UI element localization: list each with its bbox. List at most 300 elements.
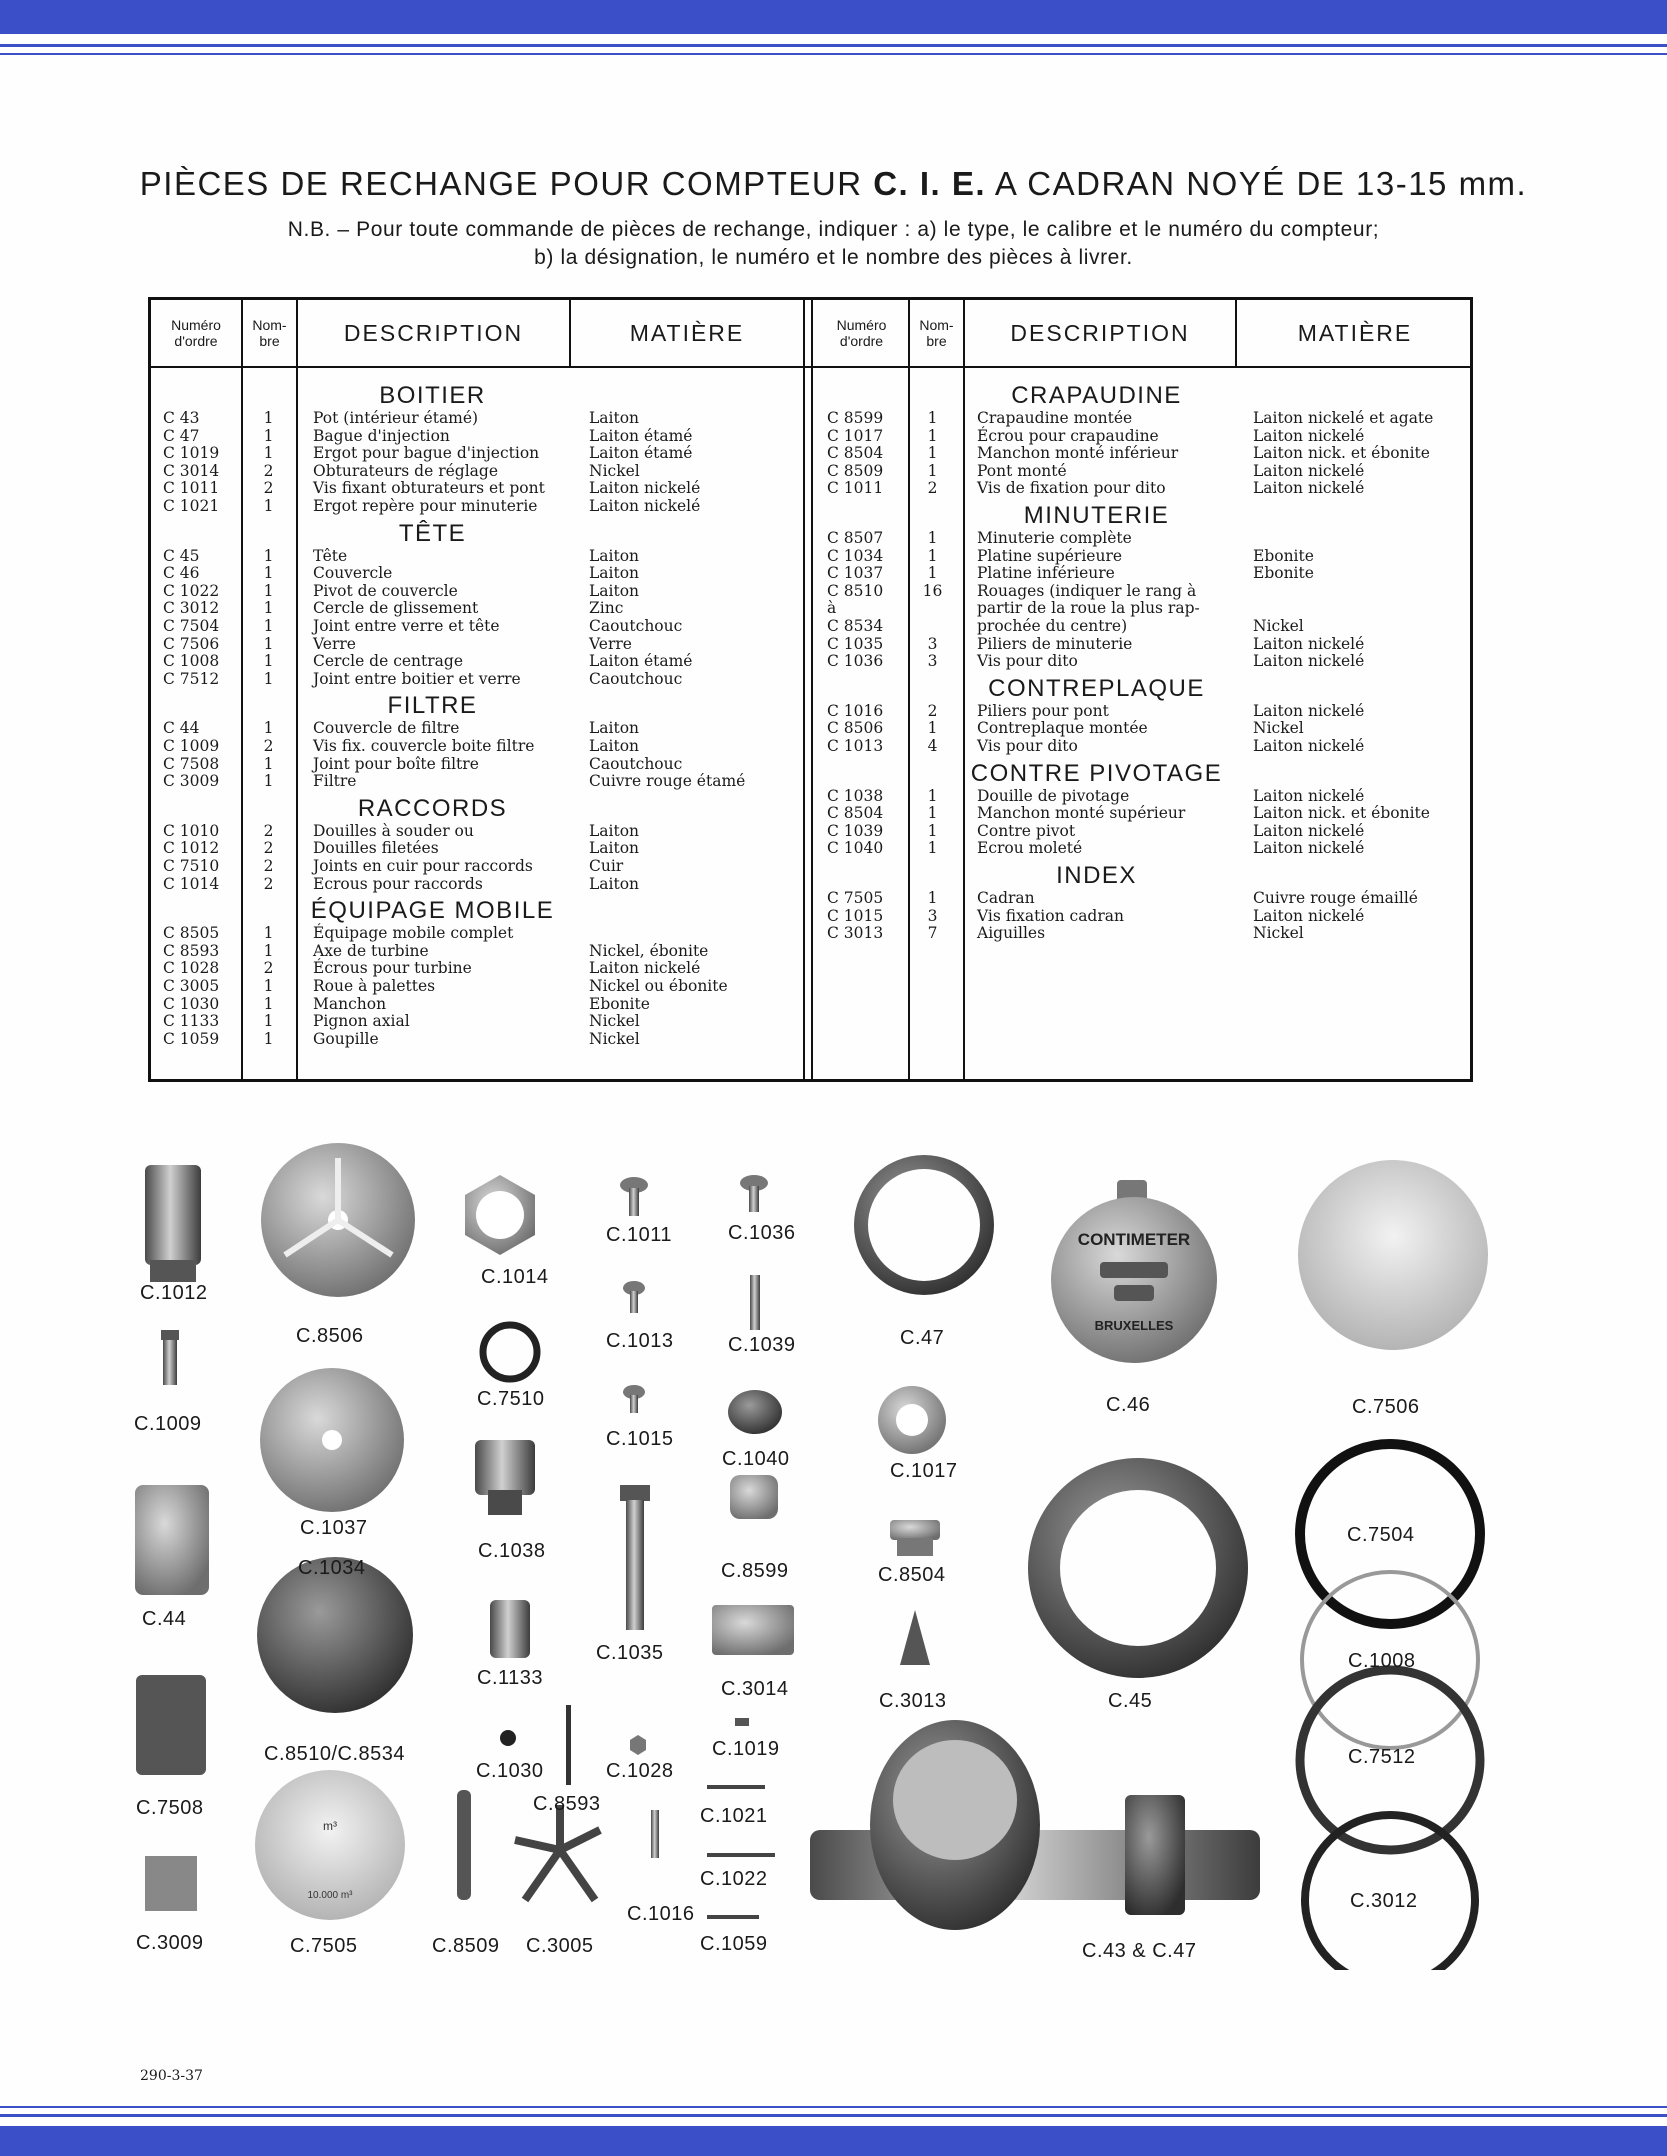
page-title: PIÈCES DE RECHANGE POUR COMPTEUR C. I. E. A CADRAN NOYÉ DE 13-15 mm. xyxy=(139,165,1528,202)
part-c43-photo xyxy=(810,1720,1260,1930)
cell-numero: C 44 xyxy=(163,719,200,738)
cell-numero: C 1039 xyxy=(827,821,884,840)
cell-nombre: 1 xyxy=(263,444,274,463)
header-rule xyxy=(151,366,1470,368)
cell-description: Cadran xyxy=(977,889,1035,907)
cell-matiere: Cuivre rouge émaillé xyxy=(1253,889,1418,907)
cell-numero: C 7505 xyxy=(827,889,884,907)
cell-numero: C 1010 xyxy=(163,821,220,840)
cell-matiere: Laiton xyxy=(589,546,640,565)
cell-description: Piliers pour pont xyxy=(977,701,1109,720)
cell-nombre: 3 xyxy=(927,906,938,925)
table-row xyxy=(815,805,1465,822)
cell-nombre: 1 xyxy=(263,977,274,995)
table-row xyxy=(151,738,801,755)
cell-description: Joint pour boîte filtre xyxy=(313,754,479,773)
cell-matiere: Ebonite xyxy=(589,994,650,1013)
cell-matiere: Nickel, ébonite xyxy=(589,941,709,960)
cell-numero: C 1040 xyxy=(827,839,884,858)
part-c1035-photo xyxy=(620,1485,650,1630)
part-c1016-photo xyxy=(651,1810,659,1858)
cell-matiere: Laiton nickelé xyxy=(1253,839,1365,858)
cell-numero: C 8505 xyxy=(163,924,220,943)
part-c1012-photo xyxy=(145,1165,201,1282)
cell-matiere: Laiton xyxy=(589,409,640,427)
label-c1008: C.1008 xyxy=(1348,1650,1416,1672)
cell-matiere: Cuivre rouge étamé xyxy=(589,772,746,791)
label-c3005: C.3005 xyxy=(526,1935,594,1957)
cell-numero: C 1016 xyxy=(827,701,884,720)
header-nombre: Nom- bre xyxy=(252,317,287,349)
cell-description: Piliers de minuterie xyxy=(977,634,1133,653)
label-c7510: C.7510 xyxy=(477,1388,545,1410)
table-row xyxy=(815,463,1465,480)
label-c8506: C.8506 xyxy=(296,1325,364,1347)
cell-description: Rouages (indiquer le rang à xyxy=(977,581,1197,600)
cell-nombre: 1 xyxy=(927,461,938,480)
cell-nombre: 1 xyxy=(927,426,938,445)
cell-description: Goupille xyxy=(313,1029,379,1048)
cell-numero: C 3005 xyxy=(163,977,220,995)
cell-nombre: 1 xyxy=(927,444,938,463)
label-c3012: C.3012 xyxy=(1350,1890,1418,1912)
dial-unit: m³ xyxy=(323,1819,337,1833)
cell-nombre: 2 xyxy=(263,479,274,498)
part-c45-photo xyxy=(1028,1458,1248,1678)
top-blue-band xyxy=(0,0,1667,34)
header-nombre-right: Nom- bre xyxy=(919,317,954,349)
cell-description: Douilles à souder ou xyxy=(313,821,474,840)
label-c1039: C.1039 xyxy=(728,1334,796,1356)
label-c1016: C.1016 xyxy=(627,1903,695,1925)
cell-numero: C 47 xyxy=(163,426,200,445)
part-c8593-photo xyxy=(566,1705,571,1785)
table-row xyxy=(151,583,801,600)
cell-numero: C 1014 xyxy=(163,874,220,893)
cell-nombre: 1 xyxy=(263,634,274,653)
cell-description: Douilles filetées xyxy=(313,839,439,858)
cell-nombre: 1 xyxy=(927,719,938,738)
part-c8510-photo xyxy=(257,1557,413,1713)
label-c1035: C.1035 xyxy=(596,1642,664,1664)
cell-numero: C 1036 xyxy=(827,652,884,671)
cell-nombre: 1 xyxy=(263,652,274,671)
cell-description: Bague d'injection xyxy=(313,426,450,445)
cell-nombre: 1 xyxy=(927,564,938,583)
cell-nombre: 16 xyxy=(922,581,943,600)
cell-matiere: Nickel xyxy=(589,1012,640,1031)
cell-numero: C 1034 xyxy=(827,546,884,565)
table-row xyxy=(151,773,801,790)
cell-matiere: Laiton xyxy=(589,719,640,738)
parts-table xyxy=(148,297,1473,1082)
part-c1028-photo xyxy=(630,1735,646,1755)
cell-description: Tête xyxy=(313,546,348,565)
part-c1014-photo xyxy=(465,1175,535,1255)
table-row xyxy=(151,671,801,688)
cell-numero: C 8599 xyxy=(827,409,884,427)
table-row xyxy=(151,858,801,875)
label-c1038: C.1038 xyxy=(478,1540,546,1562)
label-c1012: C.1012 xyxy=(140,1282,208,1304)
cell-matiere: Laiton nick. et ébonite xyxy=(1253,804,1430,823)
section-title: ÉQUIPAGE MOBILE xyxy=(310,897,555,925)
table-row xyxy=(151,600,801,617)
cell-nombre: 1 xyxy=(263,1029,274,1048)
cell-description: Équipage mobile complet xyxy=(313,924,514,943)
table-row xyxy=(151,565,801,582)
table-row xyxy=(151,480,801,497)
label-c3014: C.3014 xyxy=(721,1678,789,1700)
table-row xyxy=(151,1013,801,1030)
stamp-bruxelles: BRUXELLES xyxy=(1094,1318,1174,1333)
part-c1038-photo xyxy=(475,1440,535,1515)
nb-line-1: N.B. – Pour toute commande de pièces de rechange, indiquer : a) le type, le calibre et le numéro du compteur; xyxy=(287,218,1380,241)
cell-nombre: 1 xyxy=(263,546,274,565)
part-c46-photo xyxy=(1051,1180,1217,1363)
cell-matiere: Ebonite xyxy=(1253,564,1314,583)
cell-description: Platine supérieure xyxy=(977,546,1123,565)
label-c3013: C.3013 xyxy=(879,1690,947,1712)
cell-numero: C 3009 xyxy=(163,772,220,791)
cell-matiere: Laiton nickelé et agate xyxy=(1253,409,1434,427)
cell-numero: C 3014 xyxy=(163,461,220,480)
label-c7505: C.7505 xyxy=(290,1935,358,1957)
cell-nombre: 1 xyxy=(263,994,274,1013)
cell-description: Couvercle xyxy=(313,564,393,583)
cell-numero: C 8506 xyxy=(827,719,884,738)
cell-description: Cercle de glissement xyxy=(313,599,479,618)
cell-description: Vis fixation cadran xyxy=(977,906,1124,925)
cell-nombre: 1 xyxy=(263,924,274,943)
cell-description: Joint entre boitier et verre xyxy=(313,669,521,688)
label-c43: C.43 & C.47 xyxy=(1082,1940,1197,1962)
label-c1036: C.1036 xyxy=(728,1222,796,1244)
table-row xyxy=(815,788,1465,805)
header-description-right: DESCRIPTION xyxy=(1010,319,1190,346)
cell-matiere: Laiton nickelé xyxy=(1253,906,1365,925)
cell-numero: C 43 xyxy=(163,409,200,427)
cell-numero: C 3013 xyxy=(827,924,884,943)
cell-numero: C 1012 xyxy=(163,839,220,858)
bottom-rule-thick xyxy=(0,2114,1667,2117)
table-center-divider xyxy=(803,300,813,1079)
table-row xyxy=(815,548,1465,565)
cell-matiere: Laiton étamé xyxy=(589,444,693,463)
table-row xyxy=(815,636,1465,653)
cell-matiere: Laiton nickelé xyxy=(1253,426,1365,445)
cell-nombre: 2 xyxy=(263,839,274,858)
table-row xyxy=(151,428,801,445)
part-c1011-photo xyxy=(620,1177,648,1216)
table-row xyxy=(151,498,801,515)
dial-total: 10.000 m³ xyxy=(307,1890,353,1901)
cell-description: Vis fix. couvercle boite filtre xyxy=(313,737,535,755)
cell-numero: C 8504 xyxy=(827,804,884,823)
label-c46: C.46 xyxy=(1106,1394,1151,1416)
table-row xyxy=(815,410,1465,427)
cell-nombre: 1 xyxy=(263,941,274,960)
part-c7510-photo xyxy=(483,1325,537,1379)
cell-matiere: Laiton nickelé xyxy=(589,479,701,498)
label-c1011: C.1011 xyxy=(606,1224,673,1246)
table-row xyxy=(815,890,1465,907)
cell-description: Écrous pour turbine xyxy=(313,959,472,978)
section-title: CONTREPLAQUE xyxy=(988,674,1205,702)
part-c7506-photo xyxy=(1298,1160,1488,1350)
cell-numero: C 8534 xyxy=(827,617,884,635)
cell-numero: C 1030 xyxy=(163,994,220,1013)
cell-description: Obturateurs de réglage xyxy=(313,461,498,480)
part-c44-photo xyxy=(135,1485,209,1595)
cell-matiere: Ebonite xyxy=(1253,546,1314,565)
cell-description: Manchon monté inférieur xyxy=(977,444,1179,463)
cell-matiere: Laiton nickelé xyxy=(589,959,701,978)
section-title: BOITIER xyxy=(379,382,486,409)
cell-matiere: Laiton nickelé xyxy=(589,497,701,515)
cell-numero: C 7504 xyxy=(163,617,220,635)
cell-numero: C 8504 xyxy=(827,444,884,463)
cell-description: Pivot de couvercle xyxy=(313,581,458,600)
cell-numero: C 1019 xyxy=(163,444,220,463)
table-row xyxy=(151,445,801,462)
cell-matiere: Nickel xyxy=(1253,924,1304,943)
cell-numero: C 1133 xyxy=(163,1012,220,1031)
table-row xyxy=(151,463,801,480)
part-c1037-photo xyxy=(260,1368,404,1512)
part-c3014-photo xyxy=(712,1605,794,1655)
section-title: CRAPAUDINE xyxy=(1011,382,1182,409)
cell-nombre: 1 xyxy=(927,529,938,547)
cell-nombre: 4 xyxy=(927,737,938,755)
label-c47: C.47 xyxy=(900,1327,945,1349)
cell-matiere: Laiton xyxy=(589,737,640,755)
cell-description: Pot (intérieur étamé) xyxy=(313,409,479,427)
cell-matiere: Laiton nickelé xyxy=(1253,737,1365,755)
header-matiere: MATIÈRE xyxy=(629,319,745,346)
cell-matiere: Caoutchouc xyxy=(589,754,683,773)
cell-matiere: Laiton nickelé xyxy=(1253,652,1365,671)
cell-numero: C 46 xyxy=(163,564,200,583)
cell-matiere: Laiton xyxy=(589,874,640,893)
section-title: CONTRE PIVOTAGE xyxy=(970,759,1223,787)
label-c1022: C.1022 xyxy=(700,1868,768,1890)
cell-nombre: 2 xyxy=(263,821,274,840)
cell-numero: C 1022 xyxy=(163,581,220,600)
table-row xyxy=(815,925,1465,942)
table-row xyxy=(151,960,801,977)
cell-numero: C 45 xyxy=(163,546,200,565)
label-c1030: C.1030 xyxy=(476,1760,544,1782)
cell-matiere: Laiton nickelé xyxy=(1253,634,1365,653)
bottom-rule xyxy=(0,2106,1667,2108)
cell-nombre: 2 xyxy=(927,479,938,498)
cell-nombre: 1 xyxy=(927,804,938,823)
part-c1017-photo xyxy=(878,1386,946,1454)
label-c7506: C.7506 xyxy=(1352,1396,1420,1418)
parts-photo-plate xyxy=(0,1140,1667,1970)
label-c3009: C.3009 xyxy=(136,1932,204,1954)
cell-numero: C 3012 xyxy=(163,599,220,618)
table-row xyxy=(151,925,801,942)
label-c8593: C.8593 xyxy=(533,1793,601,1815)
part-c3013-photo xyxy=(900,1610,930,1665)
cell-description: Pignon axial xyxy=(313,1012,410,1031)
part-c8599-photo xyxy=(730,1475,778,1519)
cell-nombre: 1 xyxy=(927,889,938,907)
brand-name: C. I. E. xyxy=(873,165,987,202)
header-description: DESCRIPTION xyxy=(343,319,524,346)
cell-numero: C 1013 xyxy=(827,737,884,755)
cell-nombre: 1 xyxy=(927,839,938,858)
table-row xyxy=(815,445,1465,462)
cell-nombre: 1 xyxy=(263,581,274,600)
stamp-contimeter: CONTIMETER xyxy=(1077,1230,1191,1249)
section-title: FILTRE xyxy=(387,692,478,720)
label-c1133: C.1133 xyxy=(477,1667,544,1689)
cell-description: Écrou pour crapaudine xyxy=(977,426,1159,445)
cell-nombre: 3 xyxy=(927,634,938,653)
cell-matiere: Nickel xyxy=(589,1029,640,1048)
table-row xyxy=(815,600,1465,617)
label-c1019: C.1019 xyxy=(712,1738,780,1760)
label-c44: C.44 xyxy=(142,1608,187,1630)
part-c1021-photo xyxy=(707,1785,765,1789)
part-c1022-photo xyxy=(707,1853,775,1857)
cell-description: Minuterie complète xyxy=(977,529,1132,547)
cell-nombre: 2 xyxy=(263,461,274,480)
table-row xyxy=(151,943,801,960)
cell-description: partir de la roue la plus rap- xyxy=(977,599,1200,618)
cell-description: Joints en cuir pour raccords xyxy=(313,857,533,875)
header-numero-right: Numéro d'ordre xyxy=(836,317,887,349)
table-row xyxy=(815,703,1465,720)
table-row xyxy=(151,410,801,427)
cell-description: Contreplaque montée xyxy=(977,719,1148,738)
cell-matiere: Laiton xyxy=(589,581,640,600)
table-row xyxy=(815,823,1465,840)
part-c1019-photo xyxy=(735,1718,749,1726)
cell-nombre: 2 xyxy=(263,737,274,755)
cell-matiere: Laiton nickelé xyxy=(1253,479,1365,498)
cell-description: Douille de pivotage xyxy=(977,786,1130,805)
cell-numero: C 1037 xyxy=(827,564,884,583)
table-row xyxy=(815,618,1465,635)
table-row xyxy=(815,428,1465,445)
cell-nombre: 1 xyxy=(263,426,274,445)
table-row xyxy=(151,756,801,773)
cell-nombre: 1 xyxy=(263,497,274,515)
cell-matiere: Nickel xyxy=(1253,719,1304,738)
label-c45: C.45 xyxy=(1108,1690,1153,1712)
cell-matiere: Cuir xyxy=(589,857,624,875)
cell-matiere: Laiton nickelé xyxy=(1253,786,1365,805)
section-title: TÊTE xyxy=(398,519,467,547)
cell-description: Ergot pour bague d'injection xyxy=(313,444,540,463)
label-c1017: C.1017 xyxy=(890,1460,958,1482)
cell-numero: C 1011 xyxy=(827,479,884,498)
table-row xyxy=(815,530,1465,547)
cell-description: Pont monté xyxy=(977,461,1067,480)
cell-numero: C 8593 xyxy=(163,941,220,960)
cell-matiere: Caoutchouc xyxy=(589,617,683,635)
cell-description: Roue à palettes xyxy=(313,977,436,995)
table-row xyxy=(151,823,801,840)
part-c1039-photo xyxy=(750,1275,760,1330)
cell-description: Manchon monté supérieur xyxy=(977,804,1186,823)
cell-description: Ecrou moleté xyxy=(977,839,1083,858)
table-row xyxy=(815,583,1465,600)
cell-numero: C 8507 xyxy=(827,529,884,547)
cell-description: Couvercle de filtre xyxy=(313,719,460,738)
table-row xyxy=(815,480,1465,497)
section-title: MINUTERIE xyxy=(1023,502,1170,529)
cell-description: Aiguilles xyxy=(977,924,1046,943)
label-c8599: C.8599 xyxy=(721,1560,789,1582)
part-c7505-photo xyxy=(255,1770,405,1920)
cell-nombre: 1 xyxy=(263,754,274,773)
cell-description: Manchon xyxy=(313,994,387,1013)
label-c7512: C.7512 xyxy=(1348,1746,1416,1768)
cell-nombre: 1 xyxy=(927,786,938,805)
cell-numero: C 1008 xyxy=(163,652,220,671)
cell-numero: C 7510 xyxy=(163,857,220,875)
part-c1009-photo xyxy=(161,1330,179,1385)
cell-description: Vis de fixation pour dito xyxy=(977,479,1166,498)
cell-description: Joint entre verre et tête xyxy=(313,617,500,635)
cell-description: prochée du centre) xyxy=(977,617,1128,635)
cell-nombre: 7 xyxy=(927,924,938,943)
part-c1133-photo xyxy=(490,1600,530,1658)
table-row xyxy=(815,840,1465,857)
cell-numero: C 1015 xyxy=(827,906,884,925)
cell-matiere: Laiton xyxy=(589,839,640,858)
cell-nombre: 1 xyxy=(263,564,274,583)
cell-nombre: 2 xyxy=(263,874,274,893)
nb-line-2: b) la désignation, le numéro et le nombre des pièces à livrer. xyxy=(534,246,1133,269)
cell-numero: C 7512 xyxy=(163,669,220,688)
cell-nombre: 3 xyxy=(927,652,938,671)
part-c1059-photo xyxy=(707,1915,759,1919)
part-c47-photo xyxy=(854,1155,994,1295)
cell-numero: C 1059 xyxy=(163,1029,220,1048)
cell-description: Cercle de centrage xyxy=(313,652,464,671)
cell-description: Verre xyxy=(313,634,356,653)
bottom-blue-band xyxy=(0,2126,1667,2156)
table-row xyxy=(151,1031,801,1048)
table-row xyxy=(151,996,801,1013)
cell-description: Vis pour dito xyxy=(977,652,1078,671)
label-c1014: C.1014 xyxy=(481,1266,549,1288)
cell-matiere: Laiton nickelé xyxy=(1253,701,1365,720)
top-rule-thin xyxy=(0,53,1667,55)
label-c1013: C.1013 xyxy=(606,1330,674,1352)
cell-matiere: Zinc xyxy=(589,599,624,618)
table-row xyxy=(815,720,1465,737)
part-c7508-photo xyxy=(136,1675,206,1775)
cell-nombre: 1 xyxy=(263,1012,274,1031)
part-c1030-photo xyxy=(500,1730,516,1746)
label-c8509: C.8509 xyxy=(432,1935,500,1957)
cell-matiere: Laiton nickelé xyxy=(1253,821,1365,840)
section-title: INDEX xyxy=(1056,862,1137,889)
cell-nombre: 1 xyxy=(263,599,274,618)
cell-matiere: Laiton étamé xyxy=(589,426,693,445)
table-row xyxy=(151,636,801,653)
header-matiere-right: MATIÈRE xyxy=(1297,319,1413,346)
cell-numero: C 8510 xyxy=(827,581,884,600)
table-row xyxy=(815,908,1465,925)
